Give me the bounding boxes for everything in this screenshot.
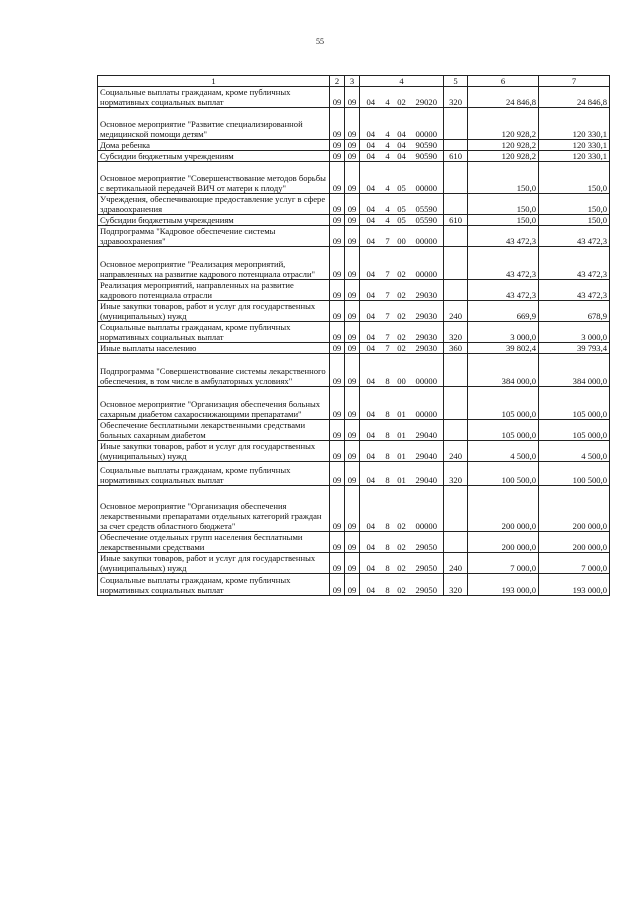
row-col-2: 09 [330,140,345,151]
row-code-part-4: 29030 [410,301,444,322]
row-amount-col-7: 100 500,0 [539,462,610,486]
row-amount-col-7: 678,9 [539,301,610,322]
row-col-2: 09 [330,574,345,596]
row-col-3: 09 [345,486,360,532]
table-row [98,247,610,280]
header-col-3: 3 [345,76,360,87]
row-code-part-3: 01 [394,420,410,441]
row-code-part-4: 00000 [410,162,444,194]
row-col-3: 09 [345,553,360,574]
row-code-part-1: 04 [360,301,382,322]
row-col-3: 09 [345,462,360,486]
row-code-part-2: 4 [382,87,394,108]
row-amount-col-6: 150,0 [468,215,539,226]
row-col-3: 09 [345,301,360,322]
page-number: 55 [316,37,324,46]
row-name: Основное мероприятие "Развитие специализированной медицинской помощи детям" [98,108,330,140]
row-amount-col-6: 43 472,3 [468,247,539,280]
row-code-part-3: 02 [394,247,410,280]
row-name: Основное мероприятие "Реализация мероприятий, направленных на развитие кадрового потенциала отрасли" [98,247,330,280]
row-amount-col-7: 193 000,0 [539,574,610,596]
row-code-part-3: 01 [394,462,410,486]
row-code-part-1: 04 [360,226,382,247]
row-code-part-2: 4 [382,108,394,140]
row-code-part-3: 02 [394,301,410,322]
row-code-part-2: 4 [382,151,394,162]
row-col-5 [444,280,468,301]
row-code-part-4: 29050 [410,532,444,553]
row-code-part-2: 7 [382,322,394,343]
row-name: Социальные выплаты гражданам, кроме публичных нормативных социальных выплат [98,462,330,486]
row-code-part-4: 00000 [410,247,444,280]
row-col-2: 09 [330,301,345,322]
row-code-part-4: 00000 [410,354,444,387]
table-row [98,322,610,343]
table-row [98,343,610,354]
row-col-2: 09 [330,462,345,486]
row-code-part-1: 04 [360,108,382,140]
row-amount-col-6: 120 928,2 [468,140,539,151]
row-code-part-2: 4 [382,215,394,226]
table-row [98,420,610,441]
row-code-part-3: 02 [394,553,410,574]
row-name: Обеспечение бесплатными лекарственными средствами больных сахарным диабетом [98,420,330,441]
table-row [98,387,610,420]
header-col-7: 7 [539,76,610,87]
row-col-5: 610 [444,215,468,226]
row-col-3: 09 [345,420,360,441]
row-amount-col-6: 193 000,0 [468,574,539,596]
row-amount-col-7: 3 000,0 [539,322,610,343]
row-name: Социальные выплаты гражданам, кроме публичных нормативных социальных выплат [98,574,330,596]
row-amount-col-6: 200 000,0 [468,532,539,553]
row-col-5: 240 [444,441,468,462]
header-col-1: 1 [98,76,330,87]
row-col-2: 09 [330,354,345,387]
row-code-part-1: 04 [360,247,382,280]
row-code-part-4: 00000 [410,226,444,247]
row-amount-col-6: 150,0 [468,194,539,215]
row-col-3: 09 [345,247,360,280]
row-code-part-2: 8 [382,532,394,553]
row-amount-col-6: 3 000,0 [468,322,539,343]
row-code-part-1: 04 [360,441,382,462]
row-code-part-1: 04 [360,387,382,420]
row-code-part-4: 90590 [410,151,444,162]
table-row [98,194,610,215]
row-col-5 [444,108,468,140]
row-code-part-4: 00000 [410,108,444,140]
row-code-part-4: 29040 [410,420,444,441]
row-code-part-4: 29030 [410,280,444,301]
row-col-3: 09 [345,162,360,194]
row-code-part-2: 8 [382,387,394,420]
row-amount-col-6: 39 802,4 [468,343,539,354]
row-col-3: 09 [345,441,360,462]
row-col-3: 09 [345,226,360,247]
row-amount-col-6: 24 846,8 [468,87,539,108]
row-amount-col-6: 100 500,0 [468,462,539,486]
row-name: Иные закупки товаров, работ и услуг для государственных (муниципальных) нужд [98,301,330,322]
row-code-part-4: 29020 [410,87,444,108]
row-name: Дома ребенка [98,140,330,151]
row-code-part-1: 04 [360,420,382,441]
row-col-3: 09 [345,532,360,553]
row-col-5: 240 [444,553,468,574]
row-col-5 [444,162,468,194]
row-name: Подпрограмма "Кадровое обеспечение системы здравоохранения" [98,226,330,247]
row-name: Иные закупки товаров, работ и услуг для государственных (муниципальных) нужд [98,441,330,462]
row-col-5 [444,354,468,387]
row-col-2: 09 [330,486,345,532]
row-col-3: 09 [345,354,360,387]
row-col-2: 09 [330,162,345,194]
row-code-part-1: 04 [360,280,382,301]
table-row [98,486,610,532]
row-code-part-4: 29030 [410,343,444,354]
row-col-2: 09 [330,215,345,226]
row-code-part-1: 04 [360,151,382,162]
row-code-part-1: 04 [360,215,382,226]
row-code-part-1: 04 [360,87,382,108]
table-row [98,462,610,486]
row-amount-col-7: 120 330,1 [539,151,610,162]
row-amount-col-7: 24 846,8 [539,87,610,108]
row-code-part-4: 00000 [410,486,444,532]
row-amount-col-7: 200 000,0 [539,532,610,553]
row-code-part-2: 4 [382,162,394,194]
table-row [98,162,610,194]
row-code-part-1: 04 [360,553,382,574]
row-amount-col-7: 200 000,0 [539,486,610,532]
row-code-part-2: 8 [382,462,394,486]
row-col-5 [444,420,468,441]
row-name: Социальные выплаты гражданам, кроме публичных нормативных социальных выплат [98,87,330,108]
table-row [98,553,610,574]
header-col-5: 5 [444,76,468,87]
row-code-part-1: 04 [360,162,382,194]
row-name: Субсидии бюджетным учреждениям [98,151,330,162]
row-col-2: 09 [330,108,345,140]
row-code-part-4: 05590 [410,194,444,215]
row-col-2: 09 [330,151,345,162]
row-col-2: 09 [330,87,345,108]
row-code-part-4: 05590 [410,215,444,226]
row-code-part-4: 29040 [410,441,444,462]
table-row [98,108,610,140]
row-code-part-3: 04 [394,140,410,151]
row-code-part-4: 29040 [410,462,444,486]
row-col-5 [444,194,468,215]
row-code-part-2: 7 [382,226,394,247]
row-code-part-3: 05 [394,215,410,226]
row-col-5: 320 [444,87,468,108]
row-amount-col-6: 43 472,3 [468,280,539,301]
table-row [98,574,610,596]
table-row [98,151,610,162]
row-amount-col-6: 7 000,0 [468,553,539,574]
table-row [98,301,610,322]
header-col-2: 2 [330,76,345,87]
row-name: Иные закупки товаров, работ и услуг для государственных (муниципальных) нужд [98,553,330,574]
row-code-part-2: 7 [382,280,394,301]
row-code-part-2: 4 [382,140,394,151]
row-col-2: 09 [330,322,345,343]
row-col-5 [444,486,468,532]
row-code-part-3: 04 [394,108,410,140]
row-name: Основное мероприятие "Организация обеспечения лекарственными препаратами отдельных категорий граждан за счет средств областного бюджета" [98,486,330,532]
row-col-5: 360 [444,343,468,354]
row-col-5: 320 [444,322,468,343]
row-amount-col-6: 43 472,3 [468,226,539,247]
row-code-part-1: 04 [360,140,382,151]
row-code-part-3: 02 [394,486,410,532]
row-code-part-1: 04 [360,354,382,387]
row-col-2: 09 [330,247,345,280]
row-code-part-2: 4 [382,194,394,215]
row-amount-col-7: 120 330,1 [539,140,610,151]
row-col-2: 09 [330,553,345,574]
row-col-3: 09 [345,151,360,162]
row-name: Иные выплаты населению [98,343,330,354]
row-name: Основное мероприятие "Совершенствование методов борьбы с вертикальной передачей ВИЧ от матери к плоду" [98,162,330,194]
row-code-part-3: 01 [394,441,410,462]
row-amount-col-7: 150,0 [539,215,610,226]
row-amount-col-7: 105 000,0 [539,420,610,441]
row-code-part-1: 04 [360,343,382,354]
row-col-5 [444,226,468,247]
row-name: Социальные выплаты гражданам, кроме публичных нормативных социальных выплат [98,322,330,343]
row-code-part-3: 05 [394,194,410,215]
row-name: Субсидии бюджетным учреждениям [98,215,330,226]
row-amount-col-6: 105 000,0 [468,420,539,441]
row-amount-col-6: 150,0 [468,162,539,194]
row-col-3: 09 [345,574,360,596]
row-amount-col-7: 39 793,4 [539,343,610,354]
row-col-3: 09 [345,322,360,343]
row-col-2: 09 [330,280,345,301]
row-amount-col-7: 384 000,0 [539,354,610,387]
table-row [98,226,610,247]
row-col-5: 240 [444,301,468,322]
row-code-part-2: 7 [382,343,394,354]
row-code-part-2: 8 [382,574,394,596]
row-code-part-1: 04 [360,532,382,553]
row-code-part-3: 00 [394,226,410,247]
header-col-4: 4 [360,76,444,87]
row-amount-col-7: 43 472,3 [539,280,610,301]
row-code-part-2: 8 [382,420,394,441]
row-amount-col-6: 669,9 [468,301,539,322]
row-col-3: 09 [345,215,360,226]
row-col-5 [444,140,468,151]
row-code-part-4: 29030 [410,322,444,343]
row-code-part-4: 90590 [410,140,444,151]
row-col-5: 320 [444,462,468,486]
row-name: Реализация мероприятий, направленных на развитие кадрового потенциала отрасли [98,280,330,301]
row-amount-col-6: 105 000,0 [468,387,539,420]
table-row [98,280,610,301]
row-col-2: 09 [330,387,345,420]
row-code-part-3: 02 [394,343,410,354]
row-col-2: 09 [330,532,345,553]
row-code-part-3: 02 [394,322,410,343]
row-amount-col-7: 43 472,3 [539,226,610,247]
row-amount-col-6: 120 928,2 [468,108,539,140]
row-code-part-2: 8 [382,486,394,532]
row-col-3: 09 [345,280,360,301]
row-col-5 [444,532,468,553]
row-col-3: 09 [345,387,360,420]
row-code-part-4: 29050 [410,574,444,596]
row-name: Обеспечение отдельных групп населения бесплатными лекарственными средствами [98,532,330,553]
row-amount-col-7: 43 472,3 [539,247,610,280]
row-code-part-1: 04 [360,574,382,596]
row-amount-col-7: 105 000,0 [539,387,610,420]
row-col-5: 320 [444,574,468,596]
row-code-part-2: 7 [382,301,394,322]
row-amount-col-6: 4 500,0 [468,441,539,462]
row-col-3: 09 [345,343,360,354]
row-code-part-3: 02 [394,280,410,301]
row-code-part-2: 7 [382,247,394,280]
row-amount-col-6: 384 000,0 [468,354,539,387]
row-name: Основное мероприятие "Организация обеспечения больных сахарным диабетом сахароснижающими препаратами" [98,387,330,420]
row-code-part-1: 04 [360,486,382,532]
row-code-part-4: 00000 [410,387,444,420]
table-row [98,441,610,462]
row-amount-col-7: 120 330,1 [539,108,610,140]
row-code-part-3: 01 [394,387,410,420]
row-col-2: 09 [330,194,345,215]
row-col-5: 610 [444,151,468,162]
row-name: Подпрограмма "Совершенствование системы лекарственного обеспечения, в том числе в амбулаторных условиях" [98,354,330,387]
row-code-part-1: 04 [360,322,382,343]
row-amount-col-7: 150,0 [539,194,610,215]
row-code-part-1: 04 [360,462,382,486]
row-code-part-3: 02 [394,532,410,553]
row-col-3: 09 [345,140,360,151]
row-col-5 [444,247,468,280]
row-col-5 [444,387,468,420]
row-amount-col-7: 4 500,0 [539,441,610,462]
row-code-part-3: 04 [394,151,410,162]
header-col-6: 6 [468,76,539,87]
row-amount-col-7: 7 000,0 [539,553,610,574]
table-row [98,354,610,387]
row-col-2: 09 [330,343,345,354]
table-row [98,87,610,108]
row-col-3: 09 [345,194,360,215]
row-name: Учреждения, обеспечивающие предоставление услуг в сфере здравоохранения [98,194,330,215]
row-col-3: 09 [345,108,360,140]
row-code-part-2: 8 [382,441,394,462]
row-amount-col-7: 150,0 [539,162,610,194]
row-code-part-3: 05 [394,162,410,194]
row-amount-col-6: 200 000,0 [468,486,539,532]
row-col-3: 09 [345,87,360,108]
row-code-part-4: 29050 [410,553,444,574]
table-row [98,532,610,553]
row-code-part-3: 02 [394,87,410,108]
row-code-part-3: 00 [394,354,410,387]
row-col-2: 09 [330,226,345,247]
row-amount-col-6: 120 928,2 [468,151,539,162]
row-code-part-1: 04 [360,194,382,215]
row-col-2: 09 [330,420,345,441]
row-col-2: 09 [330,441,345,462]
table-row [98,215,610,226]
budget-table [97,75,610,596]
row-code-part-3: 02 [394,574,410,596]
table-row [98,140,610,151]
row-code-part-2: 8 [382,354,394,387]
header-row [98,76,610,87]
row-code-part-2: 8 [382,553,394,574]
